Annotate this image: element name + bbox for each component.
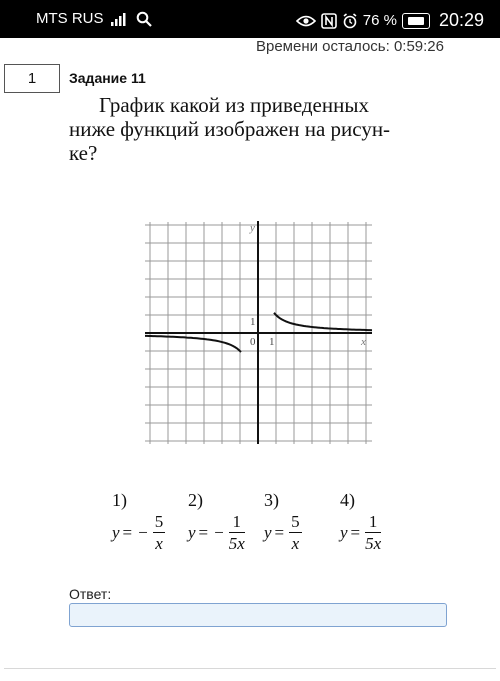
fraction [153, 512, 166, 555]
function-graph [140, 218, 376, 448]
option-formula-4 [340, 508, 383, 558]
carrier-name: MTS RUS [36, 10, 104, 27]
status-bar [0, 0, 500, 38]
question-number-button[interactable]: 1 [4, 64, 60, 93]
nfc-icon [321, 13, 337, 29]
question-line: ниже функций изображен на рисун- [69, 117, 391, 141]
task-title: Задание 11 [69, 70, 146, 86]
fraction [289, 512, 302, 555]
fraction-denominator: 5x [228, 533, 245, 553]
formula-equals: = [350, 523, 361, 542]
formula-equals: = [122, 523, 133, 542]
time-remaining: Времени осталось: 0:59:26 [255, 38, 444, 55]
option-number: 4) [340, 490, 355, 510]
fraction-denominator: x [291, 533, 300, 553]
battery-percent: 76 % [362, 12, 397, 29]
search-icon [136, 11, 152, 27]
clock: 20:29 [438, 10, 484, 30]
answer-input[interactable] [69, 603, 447, 627]
question-line: График какой из приведенных [99, 93, 369, 117]
x-axis-label: x [361, 336, 366, 348]
formula-sign: − [214, 523, 224, 542]
battery-icon [402, 13, 430, 29]
fraction [365, 512, 381, 555]
formula-lhs: y [112, 523, 120, 542]
option-formula-1 [112, 508, 167, 558]
option-formula-3 [264, 508, 304, 558]
origin-label: 0 [250, 336, 256, 348]
answer-label: Ответ: [69, 586, 112, 602]
eye-icon [296, 14, 316, 28]
formula-equals: = [198, 523, 209, 542]
option-number: 1) [112, 490, 127, 510]
fraction-numerator: 1 [368, 511, 378, 531]
formula-equals: = [274, 523, 285, 542]
fraction [229, 512, 245, 555]
signal-icon [110, 12, 130, 26]
formula-lhs: y [264, 523, 272, 542]
question-text [69, 93, 429, 165]
unit-y-label: 1 [250, 316, 256, 328]
fraction-numerator: 5 [291, 511, 300, 531]
curve-branch-negative [145, 336, 241, 352]
formula-lhs: y [188, 523, 196, 542]
option-number: 3) [264, 490, 279, 510]
option-formula-2 [188, 508, 247, 558]
formula-lhs: y [340, 523, 348, 542]
divider [4, 668, 496, 669]
fraction-denominator: x [155, 533, 163, 553]
formula-sign: − [138, 523, 148, 542]
fraction-denominator: 5x [365, 533, 382, 553]
y-axis-label: y [250, 222, 255, 234]
option-number: 2) [188, 490, 203, 510]
unit-x-label: 1 [269, 336, 275, 348]
alarm-icon [342, 13, 358, 29]
fraction-numerator: 5 [154, 511, 164, 531]
question-line: ке? [69, 141, 98, 165]
fraction-numerator: 1 [232, 511, 241, 531]
